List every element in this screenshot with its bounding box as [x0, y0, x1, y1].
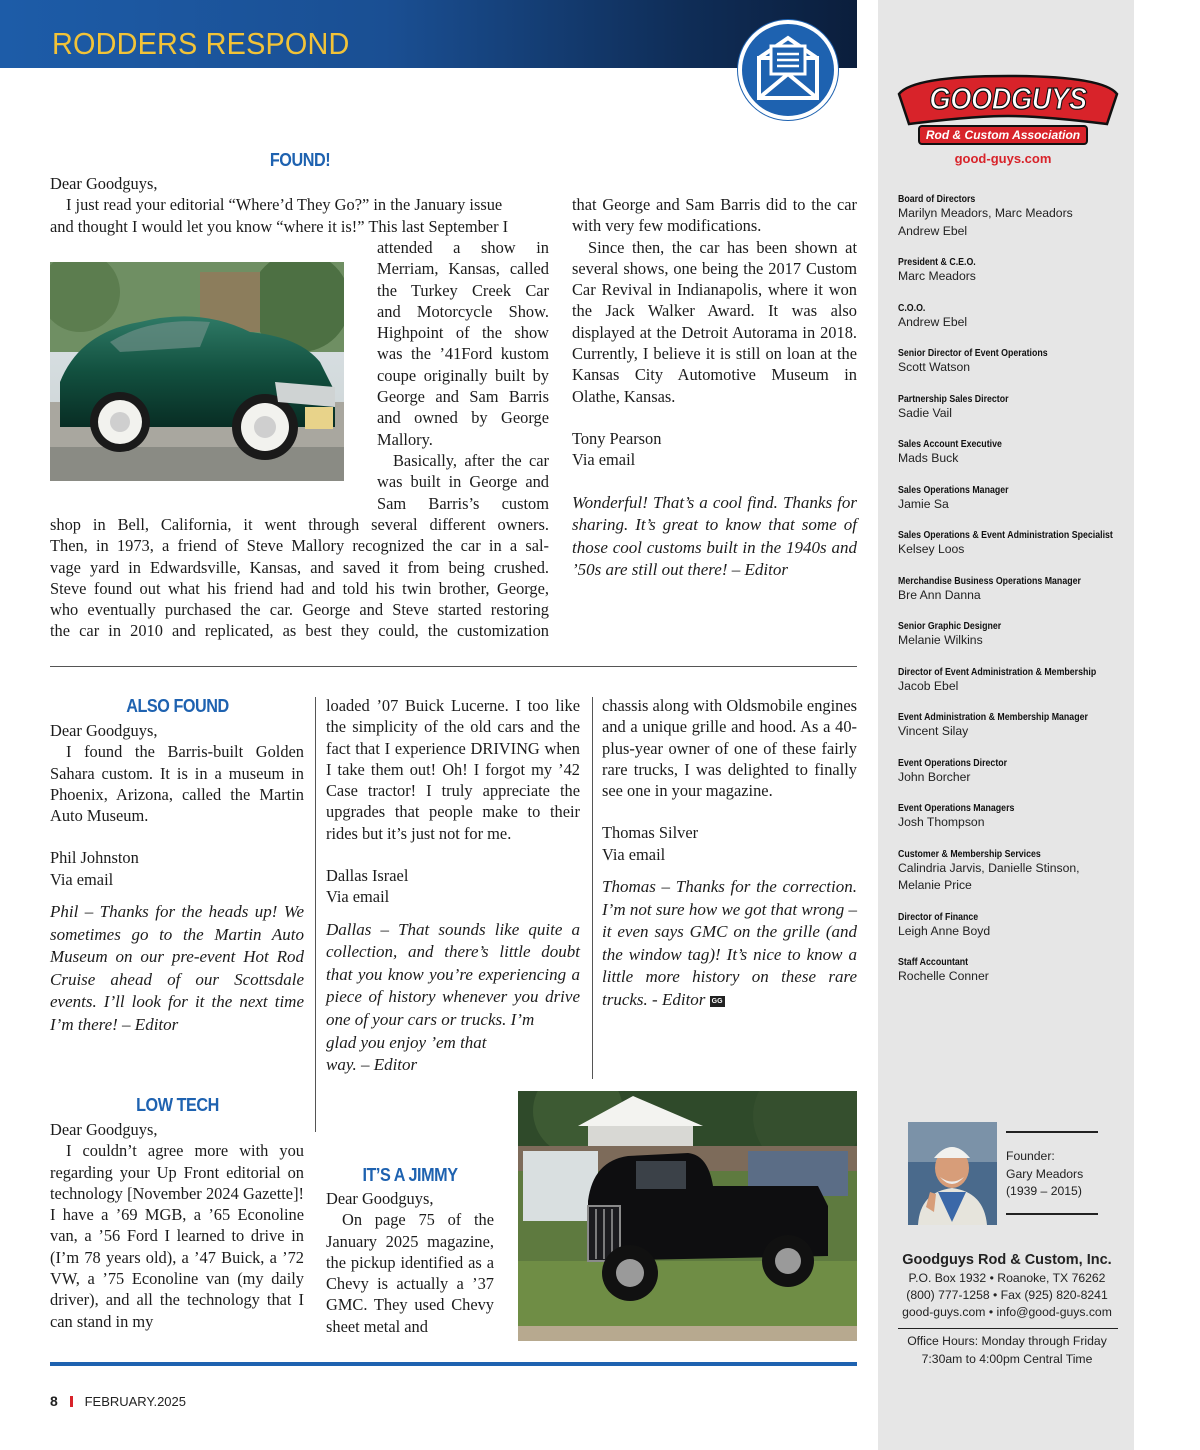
gg-end-mark-icon: GG: [711, 998, 723, 1006]
founder-name: Gary Meadors: [1006, 1166, 1084, 1181]
staff-title: Director of Event Administration & Membership: [898, 666, 1097, 678]
founder-photo: [908, 1122, 997, 1225]
letter1-text-line: the car in 2010 and replicated, as best they could, the customization: [50, 621, 549, 641]
staff-title: Event Operations Managers: [898, 803, 1015, 814]
green-41-ford-photo: [50, 262, 344, 481]
letter3-editor-reply: Dallas – That sounds like quite a collection, and there’s little doubt that you know you’re experiencing a piece of history whenever you drive one of your cars or trucks. I’m: [326, 919, 580, 1030]
contact-website[interactable]: good-guys.com: [902, 1305, 986, 1319]
staff-title: Event Operations Director: [898, 757, 1008, 769]
letter1-text-line: coupe originally built by: [377, 365, 549, 385]
letter1-text-line: attended a show in: [377, 238, 549, 257]
founder-rule-top: [1006, 1131, 1098, 1133]
goodguys-logo: [893, 72, 1123, 150]
letter1-text-line: Then, in 1973, a friend of Steve Mallory recognized the car in a sal-: [50, 536, 549, 556]
staff-title: Merchandise Business Operations Manager: [898, 575, 1081, 587]
address-city: Roanoke, TX 76262: [997, 1271, 1106, 1285]
staff-title: Director of Finance: [898, 911, 979, 923]
letter3-editor-reply-tail2: way. – Editor: [326, 1055, 418, 1075]
staff-title: Sales Operations & Event Administration Specialist: [898, 530, 1113, 541]
footer-separator: [70, 1396, 73, 1407]
letter1-line1: I just read your editorial “Where’d They Go?” in the January issue: [66, 195, 503, 215]
staff-name: Marilyn Meadors, Marc Meadors: [898, 206, 1073, 220]
logo-subtitle: Rod & Custom Association: [925, 128, 1081, 142]
letter1-text-line: was the ’41Ford kustom: [377, 344, 549, 364]
letter1-text-line: vage yard in Edwardsville, Kansas, and saved it from being crushed.: [50, 557, 549, 577]
letter1-signoff-name: Tony Pearson: [572, 428, 662, 448]
company-name: Goodguys Rod & Custom, Inc.: [902, 1252, 1112, 1268]
staff-title: Senior Director of Event Operations: [898, 348, 1048, 359]
letter4-body-continued: chassis along with Oldsmobile engines and a unique grille and hood. As a 40-plus-year owner of one of these fairly rare trucks, I was delighted to finally see one in your magazine.: [602, 696, 857, 801]
letter2-signoff-via: Via email: [50, 869, 114, 889]
staff-title: Board of Directors: [898, 194, 976, 205]
staff-name: Vincent Silay: [898, 724, 969, 738]
staff-entry: [898, 348, 1118, 377]
issue-date: FEBRUARY.2025: [84, 1394, 186, 1409]
letter1-text-line: Merriam, Kansas, called: [377, 259, 549, 279]
letter2-signoff-name: Phil Johnston: [50, 848, 139, 868]
letter1-text-line: shop in Bell, California, it went through several different owners.: [50, 515, 549, 534]
staff-entry: [898, 667, 1118, 696]
sidebar-website: good-guys.com: [954, 151, 1052, 166]
letter4-editor-reply: Thomas – Thanks for the correction. I’m not sure how we got that wrong – it even says GMC on the grille (and the window tag)! It’s nice to know a little more history on these rare trucks. - Editor GG: [602, 877, 857, 1010]
staff-name: Andrew Ebel: [898, 223, 968, 238]
staff-entry: [898, 530, 1118, 559]
letter1-text-line: and Motorcycle Show.: [377, 301, 549, 321]
section-divider: [50, 666, 857, 667]
letter3-signoff-via: Via email: [326, 887, 390, 907]
mail-envelope-icon: [738, 20, 838, 120]
fax-number: Fax (925) 820-8241: [1000, 1288, 1108, 1302]
founder-years: (1939 – 2015): [1006, 1184, 1082, 1198]
staff-name: Bre Ann Danna: [898, 587, 981, 602]
office-hours-times: 7:30am to 4:00pm Central Time: [921, 1351, 1093, 1366]
letter1-col2-p1: that George and Sam Barris did to the car with very few modifications.: [572, 195, 857, 236]
office-hours-days: Office Hours: Monday through Friday: [907, 1334, 1107, 1348]
letter3-body: I couldn’t agree more with you regarding your Up Front editorial on technology [November 2024 Gazette]! I have a ’69 MGB, a ’65 Econoline van, a ’56 Ford I learned to drive in (I’m 78 years old), a ’47 Buick, a ’72 VW, a ’75 Econoline van (my daily driver), and all the technology that I can stand in my: [50, 1141, 304, 1331]
letter1-text-line: who eventually purchased the car. George and Steve started restoring: [50, 600, 549, 620]
staff-title: Partnership Sales Director: [898, 393, 1009, 405]
staff-title: C.O.O.: [898, 302, 926, 314]
staff-entry: [898, 303, 1118, 332]
letter1-editor-reply: Wonderful! That’s a cool find. Thanks for sharing. It’s great to know that some of those cool customs built in the 1940s and ’50s are still out there! – Editor: [572, 492, 857, 580]
letter2-editor-reply: Phil – Thanks for the heads up! We sometimes go to the Martin Auto Museum on our pre-event Hot Rod Cruise ahead of our Scottsdale events. I’ll look for it the next time I’m there! – Editor: [50, 902, 304, 1035]
footer-rule: [50, 1362, 857, 1366]
staff-name: Sadie Vail: [898, 405, 952, 420]
staff-name: Josh Thompson: [898, 815, 985, 829]
staff-entry: [898, 194, 1118, 240]
staff-entry: [898, 621, 1118, 650]
staff-name: Calindria Jarvis, Danielle Stinson,: [898, 860, 1080, 875]
staff-title: Sales Operations Manager: [898, 484, 1009, 496]
logo-wordmark: GOODGUYS: [929, 81, 1087, 116]
heading-its-a-jimmy: IT’S A JIMMY: [362, 1165, 458, 1185]
staff-entry: [898, 485, 1118, 514]
staff-title: Event Administration & Membership Manager: [898, 712, 1088, 723]
staff-entry: [898, 394, 1118, 423]
contact-email[interactable]: info@good-guys.com: [996, 1305, 1112, 1319]
heading-low-tech: LOW TECH: [136, 1095, 219, 1115]
staff-name: Melanie Price: [898, 878, 972, 892]
founder-rule-bottom: [1006, 1213, 1098, 1215]
letter3-signoff-name: Dallas Israel: [326, 866, 409, 886]
letter1-col2-p2: Since then, the car has been shown at several shows, one being the 2017 Custom Car Revival in Indianapolis, where it won the Jack Walker Award. It was also displayed at the Detroit Autorama in 2018. Currently, I believe it is still on loan at the Kansas City Automotive Museum in Olathe, Kansas.: [572, 237, 857, 406]
letter1-text-line: Highpoint of the show: [377, 323, 549, 343]
staff-title: Staff Accountant: [898, 957, 969, 968]
staff-name: Marc Meadors: [898, 269, 976, 283]
heading-also-found: ALSO FOUND: [126, 696, 229, 716]
letter3-body-continued: loaded ’07 Buick Lucerne. I too like the simplicity of the old cars and the fact that I experience DRIVING when I take them out! Oh! I forgot my ’42 Case tractor! I truly appreciate the upgrades that people make to their rides but it’s just not for me.: [326, 696, 580, 843]
letter1-text-line: and owned by George: [377, 408, 549, 428]
column-divider: [592, 697, 593, 1079]
staff-name: Scott Watson: [898, 360, 971, 374]
staff-entry: [898, 439, 1118, 468]
letter1-text-line: Basically, after the car: [393, 450, 549, 470]
letter1-text-line: was built in George and: [377, 472, 549, 492]
letter4-salutation: Dear Goodguys,: [326, 1189, 434, 1208]
page-number: 8: [50, 1393, 58, 1409]
letter1-text-line: the Turkey Creek Car: [377, 280, 549, 300]
staff-name: Andrew Ebel: [898, 314, 968, 329]
letter2-body: I found the Barris-built Golden Sahara custom. It is in a museum in Phoenix, Arizona, called the Martin Auto Museum.: [50, 742, 304, 826]
letter2-salutation: Dear Goodguys,: [50, 721, 158, 740]
staff-title: Customer & Membership Services: [898, 848, 1041, 860]
staff-title: Sales Account Executive: [898, 439, 1002, 450]
letter3-editor-reply-tail1: glad you enjoy ’em that: [326, 1032, 487, 1052]
letter1-signoff-via: Via email: [572, 450, 636, 470]
staff-name: Kelsey Loos: [898, 542, 965, 556]
staff-name: Leigh Anne Boyd: [898, 923, 991, 938]
section-title: RODDERS RESPOND: [52, 26, 350, 61]
letter4-body: On page 75 of the January 2025 magazine, the pickup identified as a Chevy is actually a ’37 GMC. They used Chevy sheet metal and: [326, 1210, 494, 1336]
staff-title: President & C.E.O.: [898, 257, 976, 268]
staff-name: Mads Buck: [898, 451, 959, 465]
letter4-signoff-via: Via email: [602, 844, 666, 864]
staff-name: Jamie Sa: [898, 496, 949, 511]
staff-entry: [898, 758, 1118, 787]
letter1-salutation: Dear Goodguys,: [50, 174, 158, 193]
letter1-text-line: Steve found out what his friend had and told his twin brother, George,: [50, 578, 549, 598]
letter3-salutation: Dear Goodguys,: [50, 1120, 158, 1139]
letter4-signoff-name: Thomas Silver: [602, 823, 699, 843]
letter1-text-line: Mallory.: [377, 429, 433, 449]
column-divider: [315, 697, 316, 1132]
letter1-text-line: George and Sam Barris: [377, 387, 549, 407]
staff-name: Rochelle Conner: [898, 969, 989, 983]
staff-name: Jacob Ebel: [898, 678, 959, 693]
letter1-line2: and thought I would let you know “where it is!” This last September I: [50, 216, 509, 236]
staff-entry: [898, 849, 1118, 895]
staff-entry: [898, 576, 1118, 605]
staff-entry: [898, 712, 1118, 741]
black-37-gmc-truck-photo: [518, 1091, 857, 1341]
phone-number: (800) 777-1258: [906, 1288, 990, 1302]
staff-entry: [898, 957, 1118, 986]
heading-found: FOUND!: [269, 150, 331, 170]
staff-entry: [898, 257, 1118, 286]
contact-divider: [898, 1328, 1118, 1329]
founder-label: Founder:: [1006, 1149, 1055, 1163]
staff-entry: [898, 912, 1118, 941]
address-po-box: P.O. Box 1932: [908, 1271, 987, 1285]
staff-title: Senior Graphic Designer: [898, 621, 1002, 632]
staff-name: Melanie Wilkins: [898, 633, 983, 647]
staff-name: John Borcher: [898, 769, 971, 784]
letter1-text-line: Sam Barris’s custom: [377, 493, 549, 513]
staff-entry: [898, 803, 1118, 832]
